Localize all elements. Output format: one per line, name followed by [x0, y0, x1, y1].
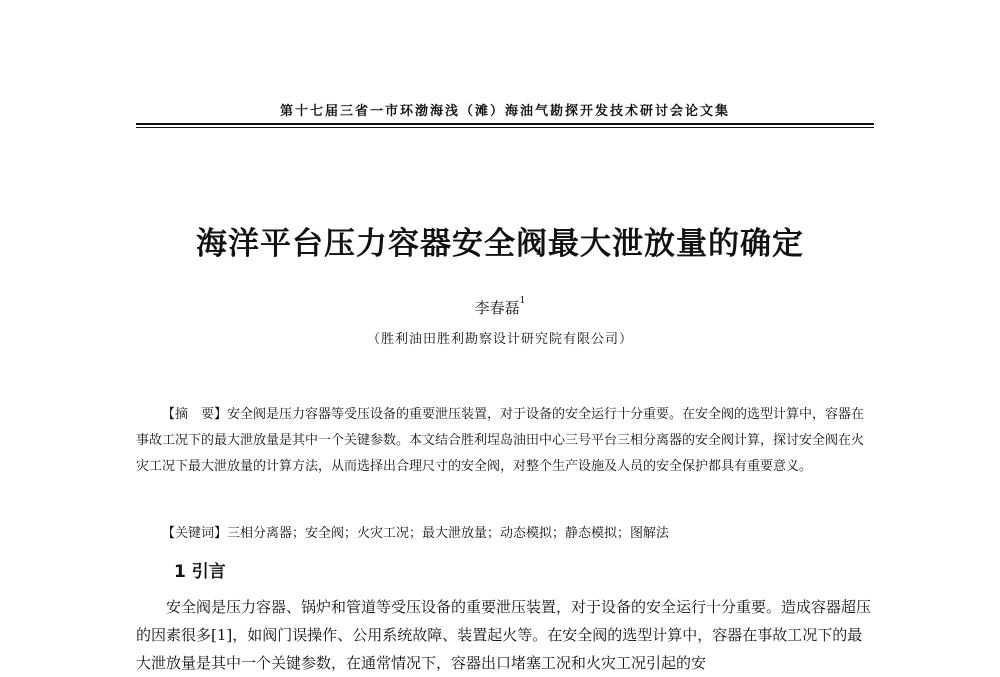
affiliation: （胜利油田胜利勘察设计研究院有限公司）: [366, 332, 633, 347]
author-name: 李春磊: [474, 299, 520, 317]
keywords: [136, 521, 876, 547]
running-head: 第十七届三省一市环渤海浅（滩）海油气勘探开发技术研讨会论文集: [279, 104, 730, 119]
abstract-text: 安全阀是压力容器等受压设备的重要泄压装置，对于设备的安全运行十分重要。在安全阀的选型计算中，容器在事故工况下的最大泄放量是其中一个关键参数。本文结合胜利埕岛油田中心三号平台三相分离器的安全阀计算，探讨安全阀在火灾工况下最大泄放量的计算方法，从而选择出合理尺寸的安全阀，对整个生产设施及人员的安全保护都具有重要意义。: [136, 407, 865, 474]
keywords-label: 【关键词】: [162, 526, 228, 541]
author-superscript: 1: [519, 296, 526, 306]
paper-title: 海洋平台压力容器安全阀最大泄放量的确定: [196, 226, 804, 262]
abstract: [136, 402, 876, 480]
section-body-introduction: 安全阀是压力容器、锅炉和管道等受压设备的重要泄压装置，对于设备的安全运行十分重要。造成容器超压的因素很多[1]，如阀门误操作、公用系统故障、装置起火等。在安全阀的选型计算中，容器在事故工况下的最大泄放量是其中一个关键参数，在通常情况下，容器出口堵塞工况和火灾工况引起的安: [136, 598, 872, 672]
author-line: [0, 296, 1000, 318]
keywords-text: 三相分离器；安全阀；火灾工况；最大泄放量；动态模拟；静态模拟；图解法: [227, 526, 670, 541]
header-rule-thick: [136, 123, 874, 125]
header-rule-thin: [136, 127, 874, 128]
section-heading-introduction: 1 引言: [174, 562, 226, 582]
abstract-label: 【摘 要】: [162, 407, 228, 422]
